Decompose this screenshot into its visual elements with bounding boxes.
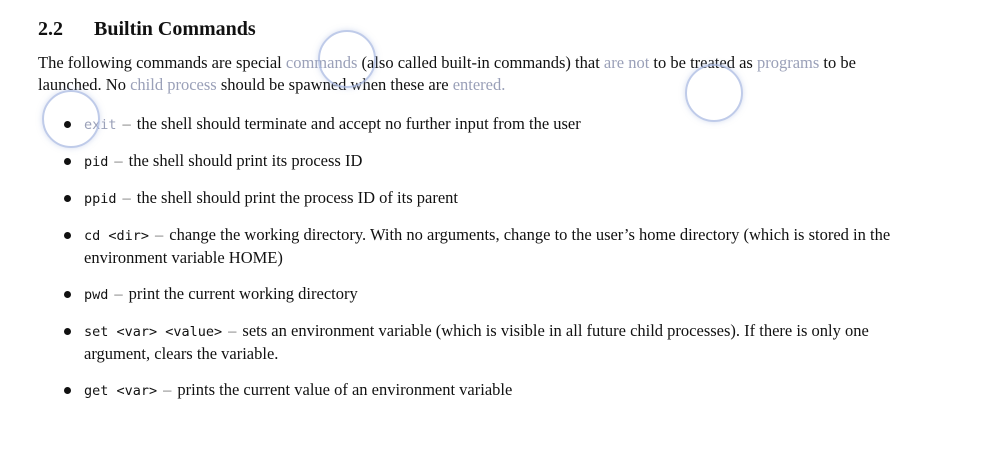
bullet-icon <box>64 291 71 298</box>
bullet-icon <box>64 158 71 165</box>
section-heading <box>38 14 938 44</box>
command-description: change the working directory. With no arguments, change to the user’s home directory (which is stored in the environment variable HOME) <box>84 224 891 267</box>
intro-text: (also called built-in commands) that <box>357 53 604 72</box>
intro-text: programs <box>756 53 820 72</box>
command-description: the shell should print the process ID of its parent <box>136 187 458 207</box>
command-item-ppid <box>38 187 914 210</box>
intro-text: commands <box>285 53 358 72</box>
dash: – <box>114 150 123 170</box>
document-page <box>38 14 938 416</box>
command-item-cd <box>38 224 914 269</box>
command-item-set <box>38 320 914 365</box>
intro-text: should be spawned when these are <box>216 75 453 94</box>
command-item-get <box>38 379 914 402</box>
intro-text: to be launched. No <box>38 53 856 94</box>
intro-text: entered. <box>452 75 506 94</box>
section-number: 2.2 <box>38 18 63 40</box>
intro-text: process <box>167 75 217 94</box>
bullet-icon <box>64 328 71 335</box>
dash: – <box>122 113 131 133</box>
command-description: the shell should print its process ID <box>128 150 363 170</box>
command-name: exit <box>84 116 117 133</box>
command-description: the shell should terminate and accept no further input from the user <box>136 113 581 133</box>
section-title: Builtin Commands <box>94 18 256 40</box>
command-item-exit <box>38 113 914 136</box>
command-item-pid <box>38 150 914 173</box>
bullet-icon <box>64 121 71 128</box>
intro-text: to be treated as <box>649 53 757 72</box>
dash: – <box>155 224 164 244</box>
dash: – <box>163 379 172 399</box>
command-description: print the current working directory <box>128 283 358 303</box>
command-description: sets an environment variable (which is visible in all future child processes). If there is only one argument, clears the variable. <box>84 320 869 363</box>
bullet-icon <box>64 387 71 394</box>
command-name: ppid <box>84 190 117 207</box>
bullet-icon <box>64 232 71 239</box>
command-name: cd <dir> <box>84 227 150 244</box>
dash: – <box>122 187 131 207</box>
dash: – <box>228 320 237 340</box>
dash: – <box>114 283 123 303</box>
command-name: get <var> <box>84 382 158 399</box>
command-name: set <var> <value> <box>84 323 223 340</box>
intro-text: are not <box>603 53 650 72</box>
intro-paragraph <box>38 52 898 96</box>
intro-text: child <box>130 75 164 94</box>
command-list <box>38 113 938 402</box>
command-description: prints the current value of an environment variable <box>177 379 513 399</box>
bullet-icon <box>64 195 71 202</box>
command-name: pid <box>84 153 109 170</box>
intro-text: The following commands are special <box>38 53 286 72</box>
command-item-pwd <box>38 283 914 306</box>
command-name: pwd <box>84 286 109 303</box>
